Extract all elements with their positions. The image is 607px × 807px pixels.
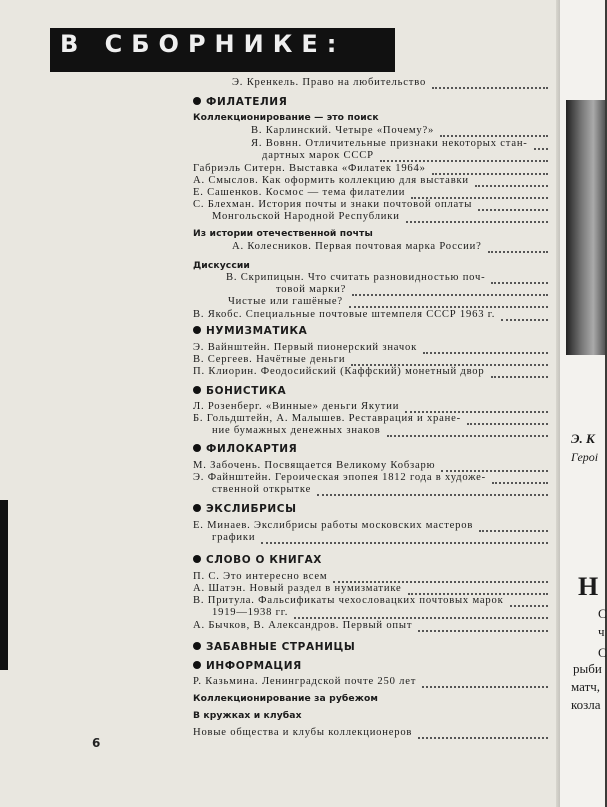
line-text: В кружках и клубах <box>193 710 302 721</box>
toc-entry <box>193 595 504 607</box>
toc-entry <box>262 150 374 162</box>
section-heading <box>193 660 302 672</box>
page-number: 6 <box>92 736 101 750</box>
line-text: Чистые или гашёные? <box>228 296 343 307</box>
line-text: СЛОВО О КНИГАХ <box>206 554 322 566</box>
line-text: В. Карлинский. Четыре «Почему?» <box>251 125 435 136</box>
right-text-line: матч, <box>571 679 601 694</box>
line-text: ЗАБАВНЫЕ СТРАНИЦЫ <box>206 641 356 653</box>
line-text: Коллекционирование — это поиск <box>193 112 379 123</box>
bullet-icon <box>193 444 201 452</box>
binding-shadow <box>0 500 8 670</box>
toc-entry <box>232 241 482 253</box>
toc-entry <box>251 138 528 150</box>
dot-leader <box>351 363 548 366</box>
dot-leader <box>432 86 548 89</box>
bullet-icon <box>193 386 201 394</box>
toc-entry <box>193 520 473 532</box>
dot-leader <box>441 469 548 472</box>
line-text: Новые общества и клубы коллекционеров <box>193 727 413 738</box>
line-text: Э. Вайнштейн. Первый пионерский значок <box>193 342 418 353</box>
section-heading <box>193 385 286 397</box>
dot-leader <box>405 410 548 413</box>
toc-entry <box>212 607 288 619</box>
dot-leader <box>380 159 548 162</box>
dot-leader <box>418 629 548 632</box>
dot-leader <box>440 134 548 137</box>
right-caption-name: Э. К <box>571 431 595 446</box>
line-text: графики <box>212 532 256 543</box>
right-caption-sub: Героі <box>571 450 599 464</box>
subsection-heading <box>193 710 302 722</box>
line-text: С. Блехман. История почты и знаки почтовой оплаты <box>193 199 473 210</box>
dot-leader <box>333 580 548 583</box>
line-text: Б. Гольдштейн, А. Малышев. Реставрация и хране- <box>193 413 461 424</box>
subsection-heading <box>193 260 250 272</box>
line-text: А. Смыслов. Как оформить коллекцию для выставки <box>193 175 469 186</box>
line-text: Монгольской Народной Республики <box>212 211 400 222</box>
subsection-heading <box>193 112 379 124</box>
line-text: М. Забочень. Посвящается Великому Кобзарю <box>193 460 436 471</box>
subsection-heading <box>193 228 373 240</box>
toc-entry <box>193 460 435 472</box>
toc-entry <box>228 296 343 308</box>
line-text: Э. Файнштейн. Героическая эпопея 1812 года в художе- <box>193 472 486 483</box>
dot-leader <box>432 172 548 175</box>
line-text: П. Клиорин. Феодосийский (Каффский) монетный двор <box>193 366 485 377</box>
toc-entry <box>251 125 434 137</box>
dot-leader <box>423 351 548 354</box>
dot-leader <box>349 305 548 308</box>
dot-leader <box>408 592 549 595</box>
toc-entry <box>276 284 346 296</box>
toc-entry <box>232 77 426 89</box>
subsection-heading <box>193 693 378 705</box>
line-text: В. Сергеев. Начётные деньги <box>193 354 346 365</box>
toc-entry <box>212 211 400 223</box>
line-text: А. Колесников. Первая почтовая марка России? <box>232 241 482 252</box>
section-heading <box>193 325 307 337</box>
toc-entry <box>193 175 469 187</box>
line-text: ФИЛАТЕЛИЯ <box>206 96 288 108</box>
line-text: А. Шатэн. Новый раздел в нумизматике <box>193 583 402 594</box>
toc-entry <box>193 571 327 583</box>
line-text: дартных марок СССР <box>262 150 374 161</box>
line-text: А. Бычков, В. Александров. Первый опыт <box>193 620 413 631</box>
line-text: Я. Вовнн. Отличительные признаки некоторых стан- <box>251 138 528 149</box>
toc-entry <box>193 187 405 199</box>
section-heading <box>193 554 322 566</box>
line-text: Коллекционирование за рубежом <box>193 693 379 704</box>
toc-entry <box>193 342 417 354</box>
line-text: Дискуссии <box>193 260 250 271</box>
line-text: Л. Розенберг. «Винные» деньги Якутии <box>193 401 400 412</box>
bullet-icon <box>193 326 201 334</box>
line-text: ственной открытке <box>212 484 312 495</box>
toc-entry <box>193 727 412 739</box>
line-text: ние бумажных денежных знаков <box>212 425 381 436</box>
line-text: В. Притула. Фальсификаты чехословацких почтовых марок <box>193 595 504 606</box>
dot-leader <box>418 736 548 739</box>
dot-leader <box>534 147 548 150</box>
toc-entry <box>212 484 311 496</box>
portrait-photo <box>566 100 605 355</box>
toc-entry <box>193 199 472 211</box>
line-text: В. Скрипицын. Что считать разновидностью поч- <box>226 272 486 283</box>
dot-leader <box>261 541 548 544</box>
toc-entry <box>212 532 255 544</box>
section-heading <box>193 443 297 455</box>
toc-entry <box>193 472 486 484</box>
right-text-line: рыби <box>573 661 602 676</box>
toc-entry <box>193 413 461 425</box>
right-text-line: С <box>598 645 607 660</box>
bullet-icon <box>193 555 201 563</box>
toc-entry <box>193 583 402 595</box>
line-text: 1919—1938 гг. <box>212 607 289 618</box>
right-text-line: ч <box>598 624 605 639</box>
line-text: Е. Сашенков. Космос — тема филателии <box>193 187 406 198</box>
section-heading <box>193 641 355 653</box>
bullet-icon <box>193 97 201 105</box>
dot-leader <box>479 529 548 532</box>
line-text: НУМИЗМАТИКА <box>206 325 308 337</box>
dot-leader <box>411 196 548 199</box>
line-text: ИНФОРМАЦИЯ <box>206 660 302 672</box>
section-heading <box>193 503 297 515</box>
right-text-line: С <box>598 606 607 621</box>
toc-entry <box>193 354 345 366</box>
line-text: Е. Минаев. Экслибрисы работы московских мастеров <box>193 520 474 531</box>
toc-entry <box>193 676 416 688</box>
right-text-line: козла <box>571 697 601 712</box>
dot-leader <box>352 293 548 296</box>
line-text: В. Якобс. Специальные почтовые штемпеля СССР 1963 г. <box>193 309 496 320</box>
dot-leader <box>491 375 549 378</box>
toc-entry <box>226 272 485 284</box>
bullet-icon <box>193 504 201 512</box>
line-text: П. С. Это интересно всем <box>193 571 328 582</box>
line-text: БОНИСТИКА <box>206 385 287 397</box>
toc-entry <box>193 620 412 632</box>
dot-leader <box>387 434 548 437</box>
dot-leader <box>294 616 548 619</box>
line-text: Габриэль Ситерн. Выставка «Филатек 1964» <box>193 163 426 174</box>
line-text: Из истории отечественной почты <box>193 228 373 239</box>
banner-title: В СБОРНИКЕ: <box>60 30 346 58</box>
line-text: ЭКСЛИБРИСЫ <box>206 503 297 515</box>
toc-entry <box>212 425 381 437</box>
right-big-letter: Н <box>578 572 599 601</box>
toc-entry <box>193 401 399 413</box>
dot-leader <box>491 281 548 284</box>
dot-leader <box>467 422 548 425</box>
toc-entry <box>193 309 495 321</box>
dot-leader <box>406 220 548 223</box>
toc-entry <box>193 366 485 378</box>
dot-leader <box>510 604 548 607</box>
section-heading <box>193 96 287 108</box>
dot-leader <box>317 493 548 496</box>
bullet-icon <box>193 661 201 669</box>
toc-entry <box>193 163 426 175</box>
dot-leader <box>501 318 548 321</box>
dot-leader <box>492 481 548 484</box>
line-text: Р. Казьмина. Ленинградской почте 250 лет <box>193 676 417 687</box>
line-text: Э. Кренкель. Право на любительство <box>232 77 427 88</box>
dot-leader <box>422 685 548 688</box>
dot-leader <box>475 184 548 187</box>
dot-leader <box>478 208 548 211</box>
line-text: ФИЛОКАРТИЯ <box>206 443 298 455</box>
dot-leader <box>488 250 548 253</box>
line-text: товой марки? <box>276 284 347 295</box>
bullet-icon <box>193 642 201 650</box>
